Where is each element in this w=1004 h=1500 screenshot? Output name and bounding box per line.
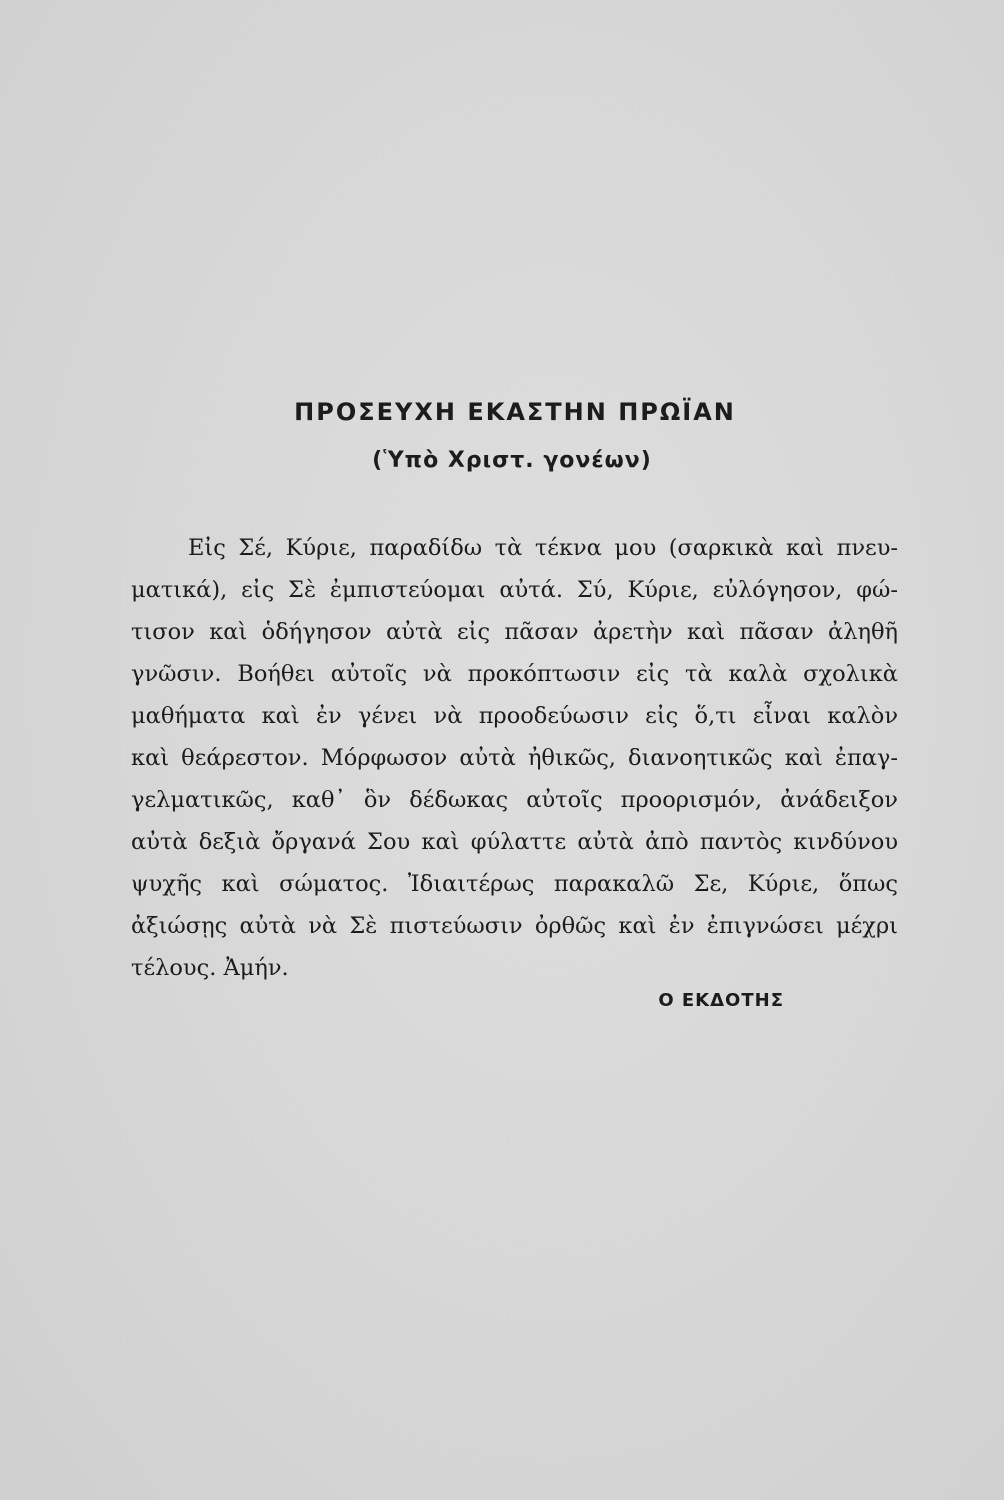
prayer-line: ματικά), εἰς Σὲ ἐμπιστεύομαι αὐτά. Σύ, Κύριε, εὐλόγησον, φώ-	[131, 577, 898, 603]
prayer-title: ΠΡΟΣΕΥΧΗ ΕΚΑΣΤΗΝ ΠΡΩΪΑΝ	[294, 398, 736, 426]
prayer-line: αὐτὰ δεξιὰ ὄργανά Σου καὶ φύλαττε αὐτὰ ἀπὸ παντὸς κινδύνου	[131, 829, 898, 855]
prayer-body	[131, 527, 898, 989]
publisher-signature: Ο ΕΚΔΟΤΗΣ	[658, 990, 784, 1011]
prayer-subtitle: (Ὑπὸ Χριστ. γονέων)	[372, 448, 652, 473]
prayer-line: Εἰς Σέ, Κύριε, παραδίδω τὰ τέκνα μου (σαρκικὰ καὶ πνευ-	[188, 535, 898, 561]
prayer-line: τισον καὶ ὁδήγησον αὐτὰ εἰς πᾶσαν ἀρετὴν καὶ πᾶσαν ἀληθῆ	[131, 619, 898, 645]
prayer-line: μαθήματα καὶ ἐν γένει νὰ προοδεύωσιν εἰς ὅ,τι εἶναι καλὸν	[131, 703, 898, 729]
prayer-line: γνῶσιν. Βοήθει αὐτοῖς νὰ προκόπτωσιν εἰς τὰ καλὰ σχολικὰ	[131, 661, 898, 687]
prayer-line: ἀξιώσῃς αὐτὰ νὰ Σὲ πιστεύωσιν ὀρθῶς καὶ ἐν ἐπιγνώσει μέχρι	[131, 913, 898, 939]
prayer-line: γελματικῶς, καθ᾽ ὃν δέδωκας αὐτοῖς προορισμόν, ἀνάδειξον	[131, 787, 898, 813]
prayer-line: ψυχῆς καὶ σώματος. Ἰδιαιτέρως παρακαλῶ Σε, Κύριε, ὅπως	[131, 871, 898, 897]
prayer-line: καὶ θεάρεστον. Μόρφωσον αὐτὰ ἠθικῶς, διανοητικῶς καὶ ἐπαγ-	[131, 745, 898, 771]
prayer-line: τέλους. Ἀμήν.	[131, 955, 289, 981]
